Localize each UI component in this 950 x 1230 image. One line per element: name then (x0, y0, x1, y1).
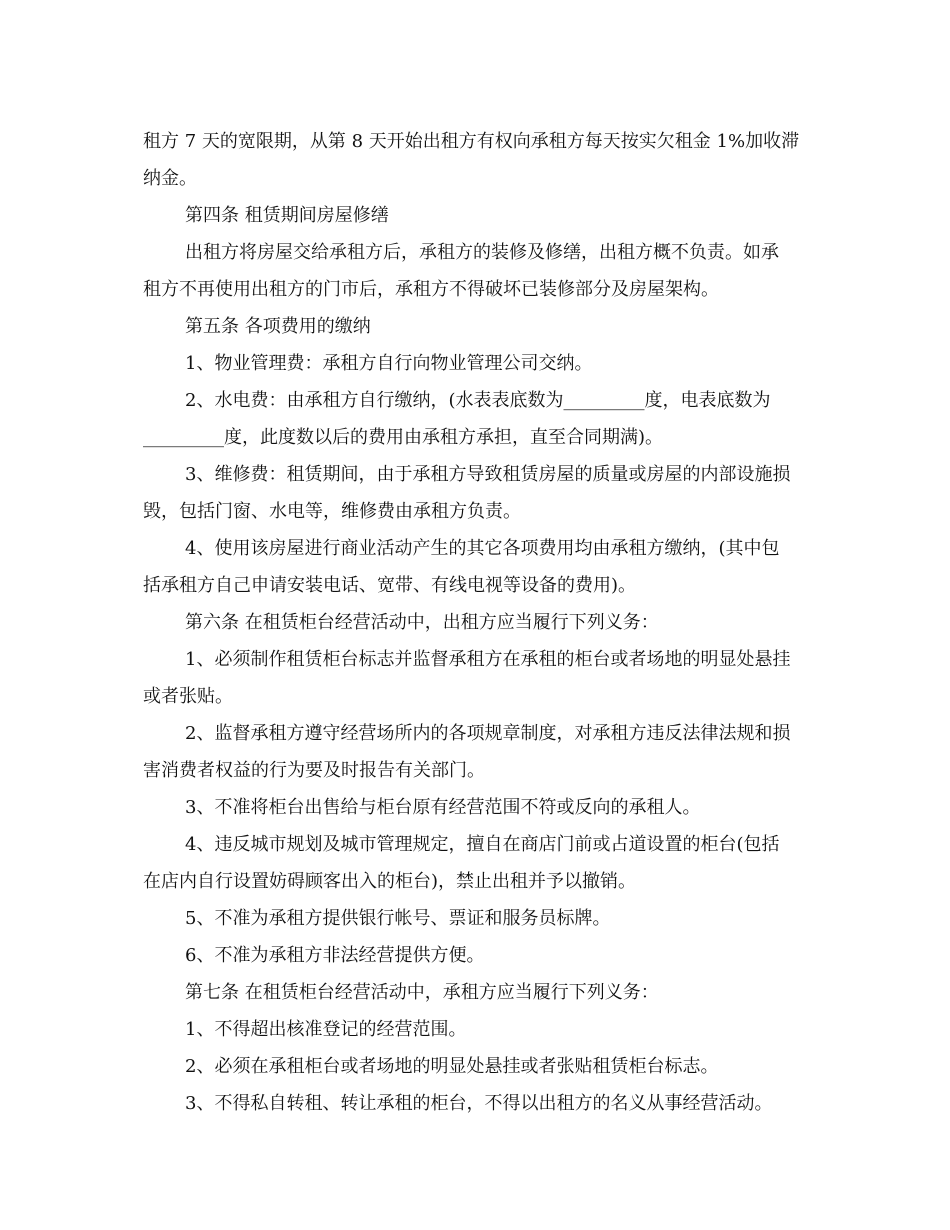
text-line: 1、必须制作租赁柜台标志并监督承租方在承租的柜台或者场地的明显处悬挂 (185, 649, 791, 670)
text-line: 4、违反城市规划及城市管理规定，擅自在商店门前或占道设置的柜台(包括 (185, 834, 780, 855)
text-line: 1、物业管理费：承租方自行向物业管理公司交纳。 (185, 353, 593, 374)
text-line: 租方不再使用出租方的门市后，承租方不得破坏已装修部分及房屋架构。 (143, 279, 719, 300)
text-line: 2、必须在承租柜台或者场地的明显处悬挂或者张贴租赁柜台标志。 (185, 1056, 719, 1077)
text-line: _________度，此度数以后的费用由承租方承担，直至合同期满)。 (143, 427, 664, 448)
text-line: 3、不准将柜台出售给与柜台原有经营范围不符或反向的承租人。 (185, 797, 701, 818)
text-line: 害消费者权益的行为要及时报告有关部门。 (143, 760, 485, 781)
text-line: 租方 7 天的宽限期，从第 8 天开始出租方有权向承租方每天按实欠租金 1%加收滞 (143, 131, 800, 152)
text-line: 1、不得超出核准登记的经营范围。 (185, 1019, 467, 1040)
section-heading: 第七条 在租赁柜台经营活动中，承租方应当履行下列义务： (185, 982, 659, 1003)
text-line: 4、使用该房屋进行商业活动产生的其它各项费用均由承租方缴纳，(其中包 (185, 538, 780, 559)
text-line: 3、维修费：租赁期间，由于承租方导致租赁房屋的质量或房屋的内部设施损 (185, 464, 791, 485)
text-line: 在店内自行设置妨碍顾客出入的柜台)，禁止出租并予以撤销。 (143, 871, 637, 892)
section-heading: 第五条 各项费用的缴纳 (185, 316, 371, 337)
text-line: 毁，包括门窗、水电等，维修费由承租方负责。 (143, 501, 521, 522)
section-heading: 第六条 在租赁柜台经营活动中，出租方应当履行下列义务： (185, 612, 659, 633)
text-line: 出租方将房屋交给承租方后，承租方的装修及修缮，出租方概不负责。如承 (185, 242, 779, 263)
text-line: 或者张贴。 (143, 686, 233, 707)
text-line: 6、不准为承租方非法经营提供方便。 (185, 945, 485, 966)
text-line: 5、不准为承租方提供银行帐号、票证和服务员标牌。 (185, 908, 611, 929)
text-line: 2、监督承租方遵守经营场所内的各项规章制度，对承租方违反法律法规和损 (185, 723, 791, 744)
text-line: 括承租方自己申请安装电话、宽带、有线电视等设备的费用)。 (143, 575, 637, 596)
text-line: 纳金。 (143, 168, 197, 189)
text-line: 2、水电费：由承租方自行缴纳，(水表表底数为_________度，电表底数为 (185, 390, 771, 411)
section-heading: 第四条 租赁期间房屋修缮 (185, 205, 389, 226)
text-line: 3、不得私自转租、转让承租的柜台，不得以出租方的名义从事经营活动。 (185, 1093, 773, 1114)
